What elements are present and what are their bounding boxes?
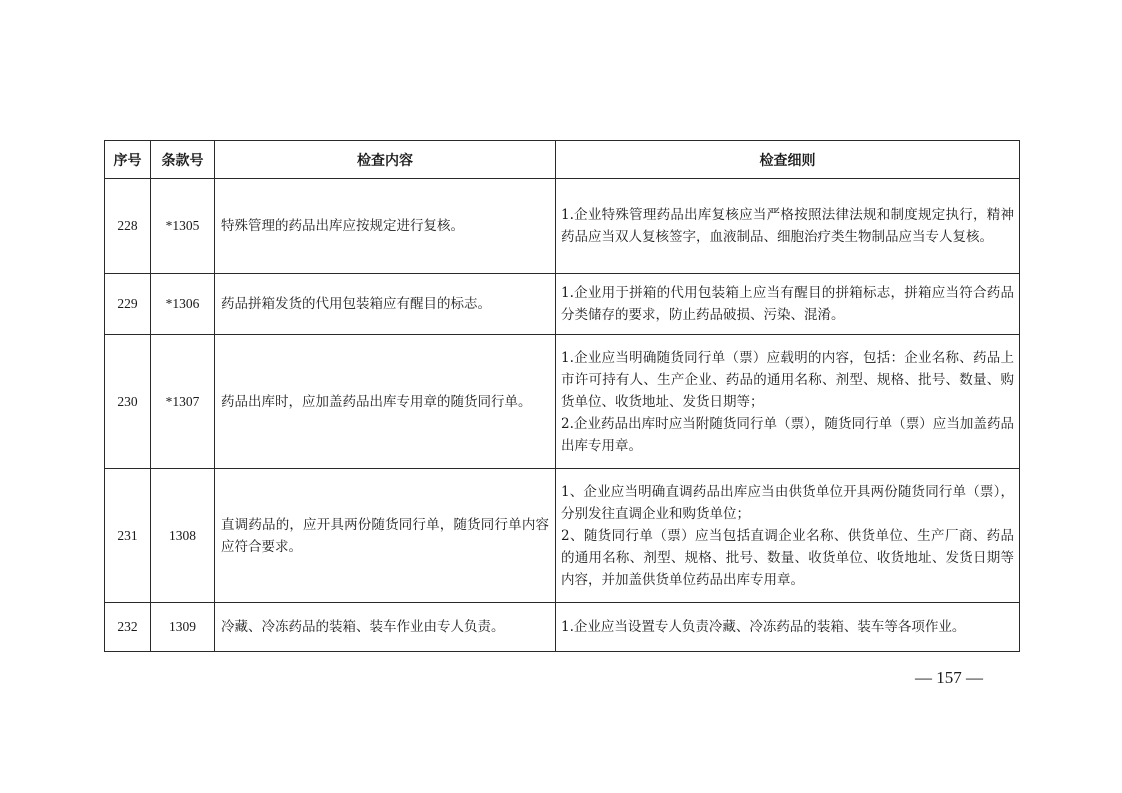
detail-item: 1.企业用于拼箱的代用包装箱上应当有醒目的拼箱标志，拼箱应当符合药品分类储存的要求，防止药品破损、污染、混淆。 xyxy=(561,285,1014,323)
row-detail xyxy=(556,335,1020,469)
page-number: — 157 — xyxy=(915,668,983,687)
inspection-table xyxy=(104,140,1020,652)
detail-item: 1.企业应当设置专人负责冷藏、冷冻药品的装箱、装车等各项作业。 xyxy=(561,619,966,635)
row-clause-number: 1309 xyxy=(151,603,215,652)
header-inspection-detail: 检查细则 xyxy=(556,141,1020,179)
row-detail xyxy=(556,603,1020,652)
detail-item: 1、企业应当明确直调药品出库应当由供货单位开具两份随货同行单（票），分别发往直调企业和购货单位； xyxy=(561,483,1014,522)
detail-item: 1.企业特殊管理药品出库复核应当严格按照法律法规和制度规定执行，精神药品应当双人复核签字，血液制品、细胞治疗类生物制品应当专人复核。 xyxy=(561,207,1014,245)
row-clause-number: 1308 xyxy=(151,469,215,603)
table-row xyxy=(105,603,1020,652)
row-clause-number: *1305 xyxy=(151,179,215,274)
row-serial-number: 231 xyxy=(105,469,151,603)
header-clause-number: 条款号 xyxy=(151,141,215,179)
row-detail xyxy=(556,179,1020,274)
detail-item: 1.企业应当明确随货同行单（票）应载明的内容，包括：企业名称、药品上市许可持有人、生产企业、药品的通用名称、剂型、规格、批号、数量、购货单位、收货地址、发货日期等； xyxy=(561,349,1014,410)
row-content: 药品拼箱发货的代用包装箱应有醒目的标志。 xyxy=(215,274,556,335)
detail-item: 2.企业药品出库时应当附随货同行单（票），随货同行单（票）应当加盖药品出库专用章。 xyxy=(561,415,1014,454)
header-inspection-content: 检查内容 xyxy=(215,141,556,179)
table-row xyxy=(105,335,1020,469)
row-serial-number: 232 xyxy=(105,603,151,652)
row-detail xyxy=(556,274,1020,335)
table-row xyxy=(105,469,1020,603)
row-serial-number: 228 xyxy=(105,179,151,274)
row-content: 冷藏、冷冻药品的装箱、装车作业由专人负责。 xyxy=(215,603,556,652)
detail-item: 2、随货同行单（票）应当包括直调企业名称、供货单位、生产厂商、药品的通用名称、剂型、规格、批号、数量、收货单位、收货地址、发货日期等内容，并加盖供货单位药品出库专用章。 xyxy=(561,527,1014,588)
row-clause-number: *1306 xyxy=(151,274,215,335)
row-serial-number: 229 xyxy=(105,274,151,335)
table-header-row xyxy=(105,141,1020,179)
row-detail xyxy=(556,469,1020,603)
row-clause-number: *1307 xyxy=(151,335,215,469)
row-content: 直调药品的，应开具两份随货同行单，随货同行单内容应符合要求。 xyxy=(215,469,556,603)
row-content: 药品出库时，应加盖药品出库专用章的随货同行单。 xyxy=(215,335,556,469)
row-content: 特殊管理的药品出库应按规定进行复核。 xyxy=(215,179,556,274)
row-serial-number: 230 xyxy=(105,335,151,469)
table-row xyxy=(105,179,1020,274)
table-row xyxy=(105,274,1020,335)
header-serial-number: 序号 xyxy=(105,141,151,179)
